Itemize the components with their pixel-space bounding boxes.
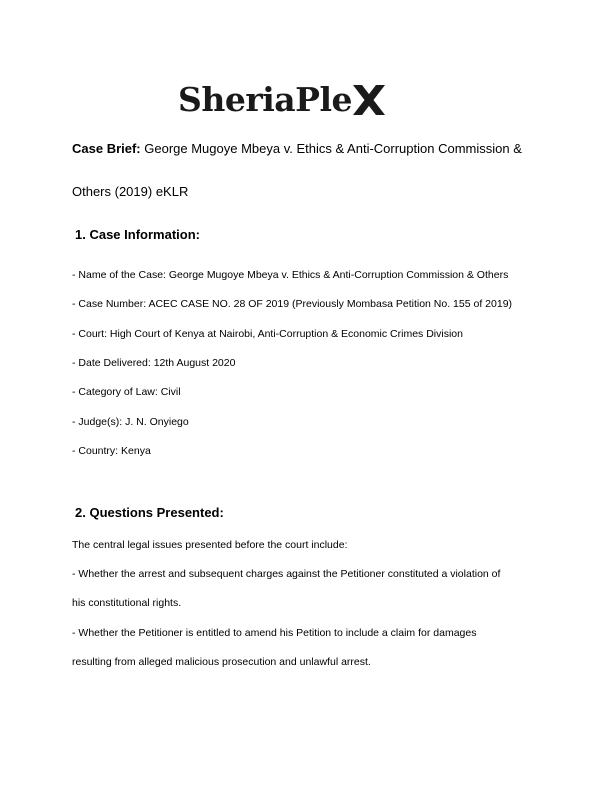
question-1-line2: his constitutional rights. [72, 597, 182, 609]
section-heading-questions-presented: 2. Questions Presented: [75, 505, 224, 520]
case-brief-title: George Mugoye Mbeya v. Ethics & Anti-Corruption Commission & [140, 141, 522, 156]
question-1-line1: - Whether the arrest and subsequent charges against the Petitioner constituted a violation of [72, 568, 501, 580]
case-brief-title-line1 [72, 141, 522, 156]
case-brief-title-line2: Others (2019) eKLR [72, 184, 189, 199]
case-brief-label: Case Brief: [72, 141, 141, 156]
sheriaplex-logo [178, 80, 385, 120]
x-logo-mark-icon [353, 83, 385, 117]
case-info-date: - Date Delivered: 12th August 2020 [72, 357, 236, 369]
case-info-number: - Case Number: ACEC CASE NO. 28 OF 2019 (Previously Mombasa Petition No. 155 of 2019) [72, 298, 513, 310]
case-info-country: - Country: Kenya [72, 445, 151, 457]
section-heading-case-information: 1. Case Information: [75, 227, 200, 242]
case-info-court: - Court: High Court of Kenya at Nairobi, Anti-Corruption & Economic Crimes Division [72, 328, 463, 340]
case-info-category: - Category of Law: Civil [72, 386, 181, 398]
case-info-name: - Name of the Case: George Mugoye Mbeya v. Ethics & Anti-Corruption Commission & Others [72, 269, 509, 281]
case-info-judges: - Judge(s): J. N. Onyiego [72, 416, 189, 428]
questions-intro: The central legal issues presented before the court include: [72, 539, 348, 551]
question-2-line2: resulting from alleged malicious prosecution and unlawful arrest. [72, 656, 371, 668]
logo-text: SheriaPle [178, 80, 352, 119]
question-2-line1: - Whether the Petitioner is entitled to amend his Petition to include a claim for damages [72, 627, 477, 639]
